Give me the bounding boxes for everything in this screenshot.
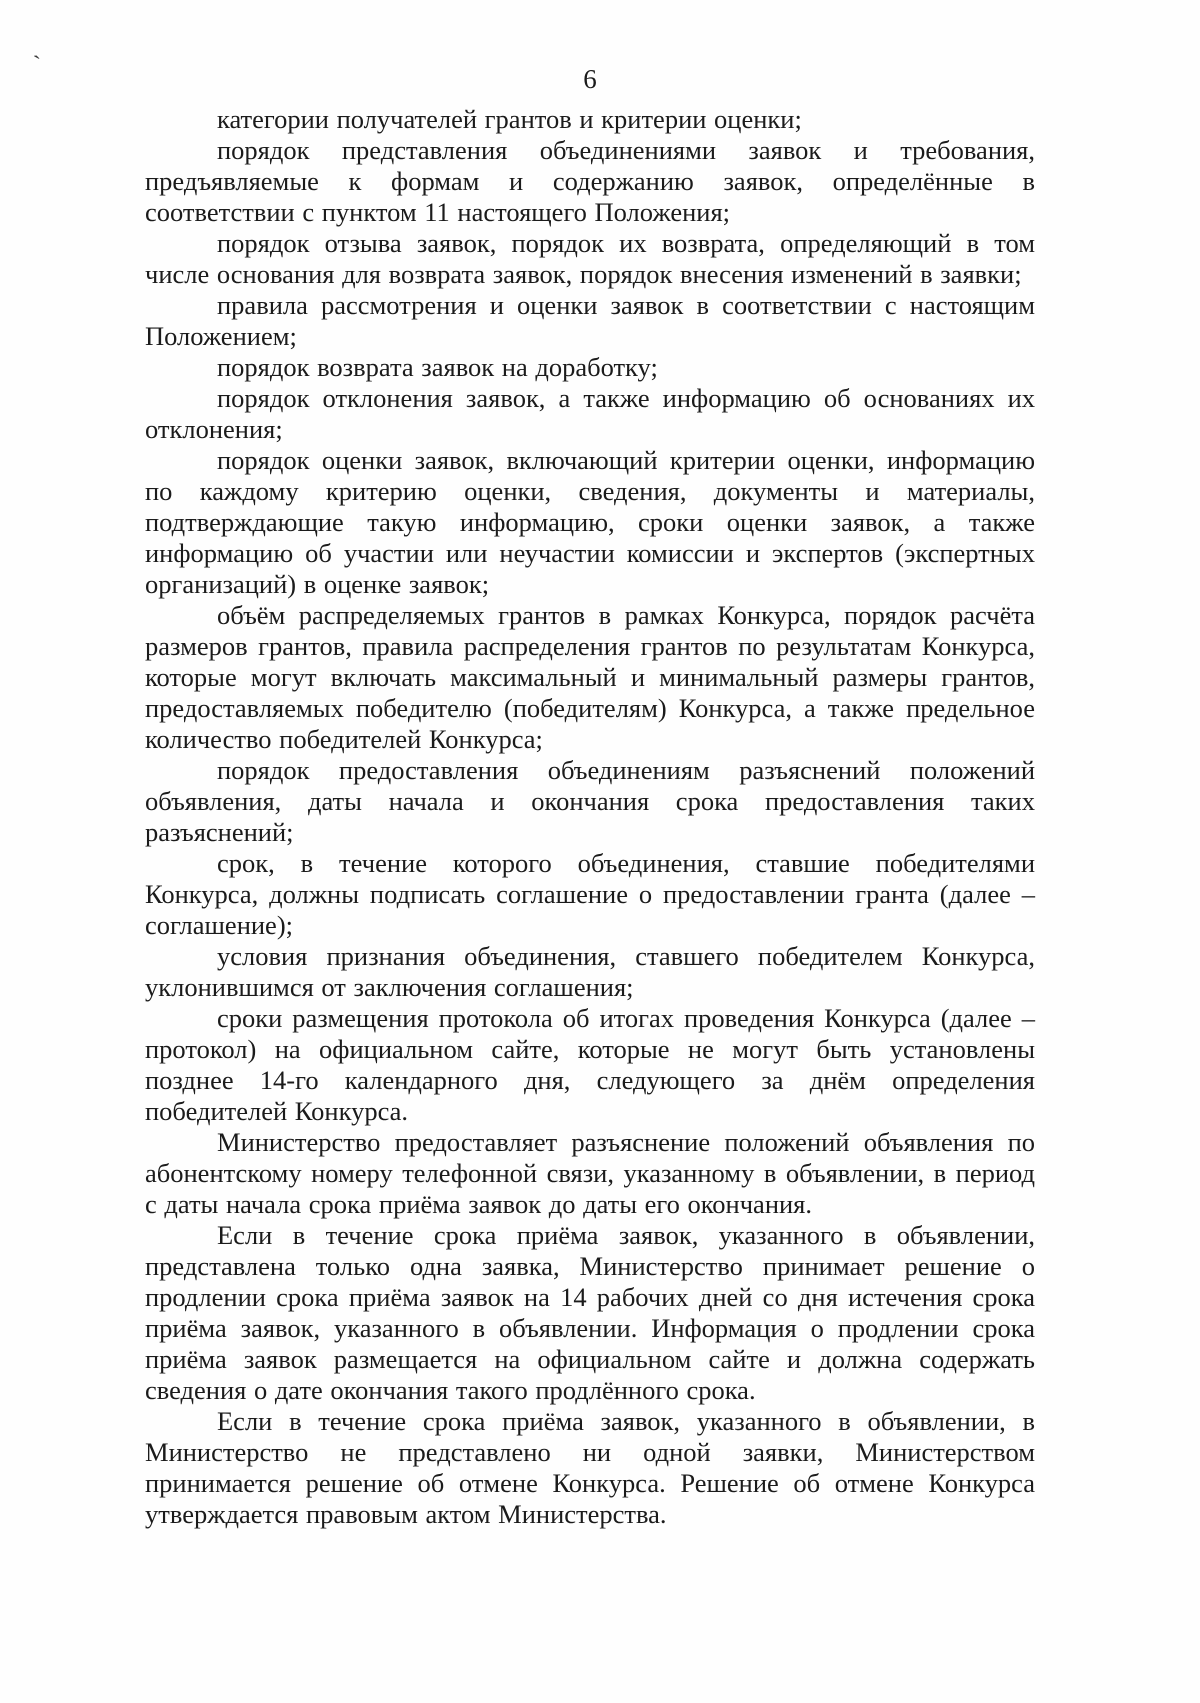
paragraph: сроки размещения протокола об итогах проведения Конкурса (далее – протокол) на официальном сайте, которые не могут быть установлены позднее 14-го календарного дня, следующего за днём определения победителей Конкурса. (145, 1003, 1035, 1126)
paragraph: порядок представления объединениями заявок и требования, предъявляемые к формам и содержанию заявок, определённые в соответствии с пунктом 11 настоящего Положения; (145, 135, 1035, 227)
paragraph: объём распределяемых грантов в рамках Конкурса, порядок расчёта размеров грантов, правила распределения грантов по результатам Конкурса, которые могут включать максимальный и минимальный размеры грантов, предоставляемых победителю (победителям) Конкурса, а также предельное количество победителей Конкурса; (145, 600, 1035, 754)
paragraph: категории получателей грантов и критерии оценки; (217, 104, 802, 134)
paragraph: порядок оценки заявок, включающий критерии оценки, информацию по каждому критерию оценки, сведения, документы и материалы, подтверждающие такую информацию, сроки оценки заявок, а также информацию об участии или неучастии комиссии и экспертов (экспертных организаций) в оценке заявок; (145, 445, 1035, 599)
paragraph: Министерство предоставляет разъяснение положений объявления по абонентскому номеру телефонной связи, указанному в объявлении, в период с даты начала срока приёма заявок до даты его окончания. (145, 1127, 1035, 1219)
document-body (145, 104, 1035, 1530)
paragraph: порядок предоставления объединениям разъяснений положений объявления, даты начала и окончания срока предоставления таких разъяснений; (145, 755, 1035, 847)
paragraph: порядок возврата заявок на доработку; (217, 352, 658, 382)
paragraph: правила рассмотрения и оценки заявок в соответствии с настоящим Положением; (145, 290, 1035, 351)
paragraph: условия признания объединения, ставшего победителем Конкурса, уклонившимся от заключения соглашения; (145, 941, 1035, 1002)
page-number: 6 (583, 64, 597, 94)
paragraph: порядок отзыва заявок, порядок их возврата, определяющий в том числе основания для возврата заявок, порядок внесения изменений в заявки; (145, 228, 1035, 289)
paragraph: Если в течение срока приёма заявок, указанного в объявлении, в Министерство не представлено ни одной заявки, Министерством принимается решение об отмене Конкурса. Решение об отмене Конкурса утверждается правовым актом Министерства. (145, 1406, 1035, 1529)
paragraph: Если в течение срока приёма заявок, указанного в объявлении, представлена только одна заявка, Министерство принимает решение о продлении срока приёма заявок на 14 рабочих дней со дня истечения срока приёма заявок, указанного в объявлении. Информация о продлении срока приёма заявок размещается на официальном сайте и должна содержать сведения о дате окончания такого продлённого срока. (145, 1220, 1035, 1405)
paragraph: порядок отклонения заявок, а также информацию об основаниях их отклонения; (145, 383, 1035, 444)
scan-artifact-mark: ` (32, 51, 44, 79)
paragraph: срок, в течение которого объединения, ставшие победителями Конкурса, должны подписать соглашение о предоставлении гранта (далее – соглашение); (145, 848, 1035, 940)
